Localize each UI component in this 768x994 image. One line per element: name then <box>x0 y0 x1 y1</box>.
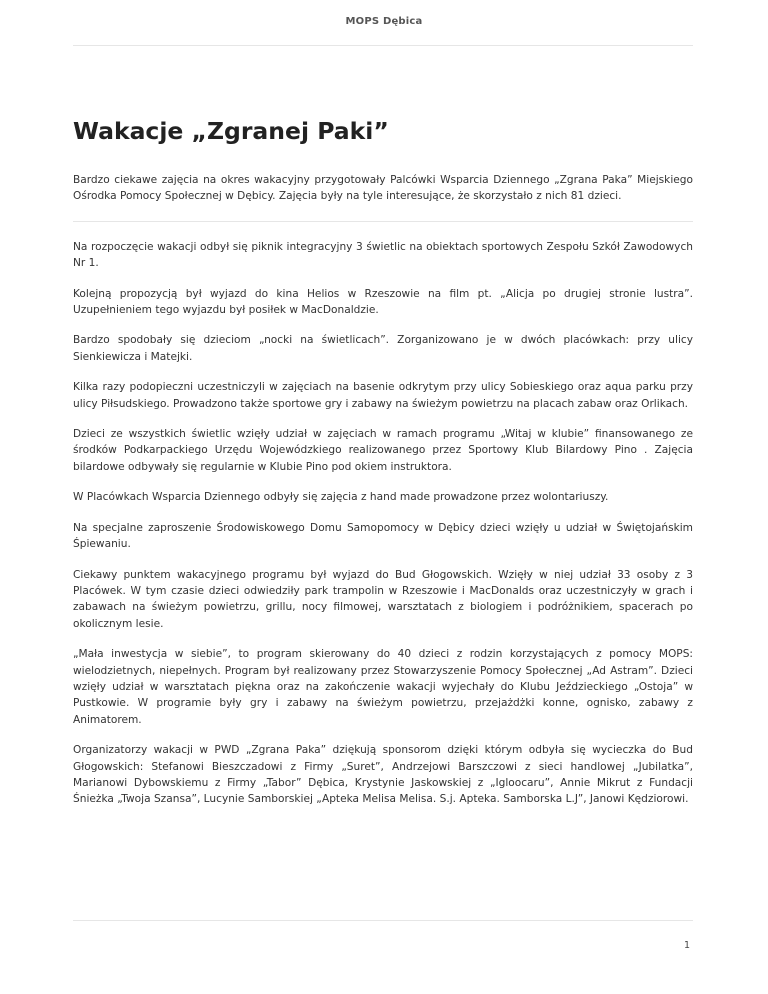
article-paragraph: W Placówkach Wsparcia Dziennego odbyły się zajęcia z hand made prowadzone przez wolontariuszy. <box>73 491 609 504</box>
footer-divider <box>73 920 693 921</box>
page-number: 1 <box>683 940 690 951</box>
article-paragraph: Na specjalne zaproszenie Środowiskowego Domu Samopomocy w Dębicy dzieci wzięły u udział w Świętojańskim Śpiewaniu. <box>73 521 693 551</box>
article <box>73 116 693 822</box>
article-title: Wakacje „Zgranej Paki” <box>73 117 389 145</box>
article-paragraph: Organizatorzy wakacji w PWD „Zgrana Paka” dziękują sponsorom dzięki którym odbyła się wycieczka do Bud Głogowskich: Stefanowi Bieszczadowi z Firmy „Suret”, Andrzejowi Barszczowi z sieci handlowej „Jubilatka”, Marianowi Dybowskiemu z Firmy „Tabor” Dębica, Krystynie Jaskowskiej z „Igloocaru”, Annie Mikrut z Fundacji Śnieżka „Twoja Szansa”, Lucynie Samborskiej „Apteka Melisa Melisa. S.j. Apteka. Samborska L.J”, Janowi Kędziorowi. <box>73 744 693 806</box>
article-paragraph: Kolejną propozycją był wyjazd do kina Helios w Rzeszowie na film pt. „Alicja po drugiej stronie lustra”. Uzupełnieniem tego wyjazdu był posiłek w MacDonaldzie. <box>73 287 693 317</box>
header-site-title: MOPS Dębica <box>345 16 423 27</box>
article-paragraph: Bardzo spodobały się dzieciom „nocki na świetlicach”. Zorganizowano je w dwóch placówkach: przy ulicy Sienkiewicza i Matejki. <box>73 334 693 363</box>
header-divider <box>73 45 693 46</box>
article-paragraph: Ciekawy punktem wakacyjnego programu był wyjazd do Bud Głogowskich. Wzięły w niej udział 33 osoby z 3 Placówek. W tym czasie dzieci odwiedziły park trampolin w Rzeszowie i MacDonalds oraz uczestniczyły w grach i zabawach na świeżym powietrzu, grillu, nocy filmowej, warsztatach z biologiem i podróżnikiem, spacerach po okolicznym lesie. <box>73 568 693 630</box>
article-paragraph: Dzieci ze wszystkich świetlic wzięły udział w zajęciach w ramach programu „Witaj w klubie” finansowanego ze środków Podkarpackiego Urzędu Wojewódzkiego realizowanego przez Sportowy Klub Bilardowy Pino . Zajęcia bilardowe odbywały się regularnie w Klubie Pino pod okiem instruktora. <box>73 428 693 473</box>
article-intro: Bardzo ciekawe zajęcia na okres wakacyjny przygotowały Palcówki Wsparcia Dziennego „Zgrana Paka” Miejskiego Ośrodka Pomocy Społecznej w Dębicy. Zajęcia były na tyle interesujące, że skorzystało z nich 81 dzieci. <box>73 174 693 203</box>
article-paragraph: Kilka razy podopieczni uczestniczyli w zajęciach na basenie odkrytym przy ulicy Sobieskiego oraz aqua parku przy ulicy Piłsudskiego. Prowadzono także sportowe gry i zabawy na świeżym powietrzu na placach zabaw oraz Orlikach. <box>73 381 693 410</box>
section-divider <box>73 221 693 222</box>
article-paragraph: „Mała inwestycja w siebie”, to program skierowany do 40 dzieci z rodzin korzystających z pomocy MOPS: wielodzietnych, niepełnych. Program był realizowany przez Stowarzyszenie Pomocy Społecznej „Ad Astram”. Dzieci wzięły udział w warsztatach piękna oraz na zakończenie wakacji wyjechały do Klubu Jeździeckiego „Ostoja” w Pustkowie. W programie były gry i zabawy na świeżym powietrzu, przejażdżki konne, ognisko, zabawy z Animatorem. <box>73 648 693 726</box>
article-paragraph: Na rozpoczęcie wakacji odbył się piknik integracyjny 3 świetlic na obiektach sportowych Zespołu Szkół Zawodowych Nr 1. <box>73 240 693 270</box>
